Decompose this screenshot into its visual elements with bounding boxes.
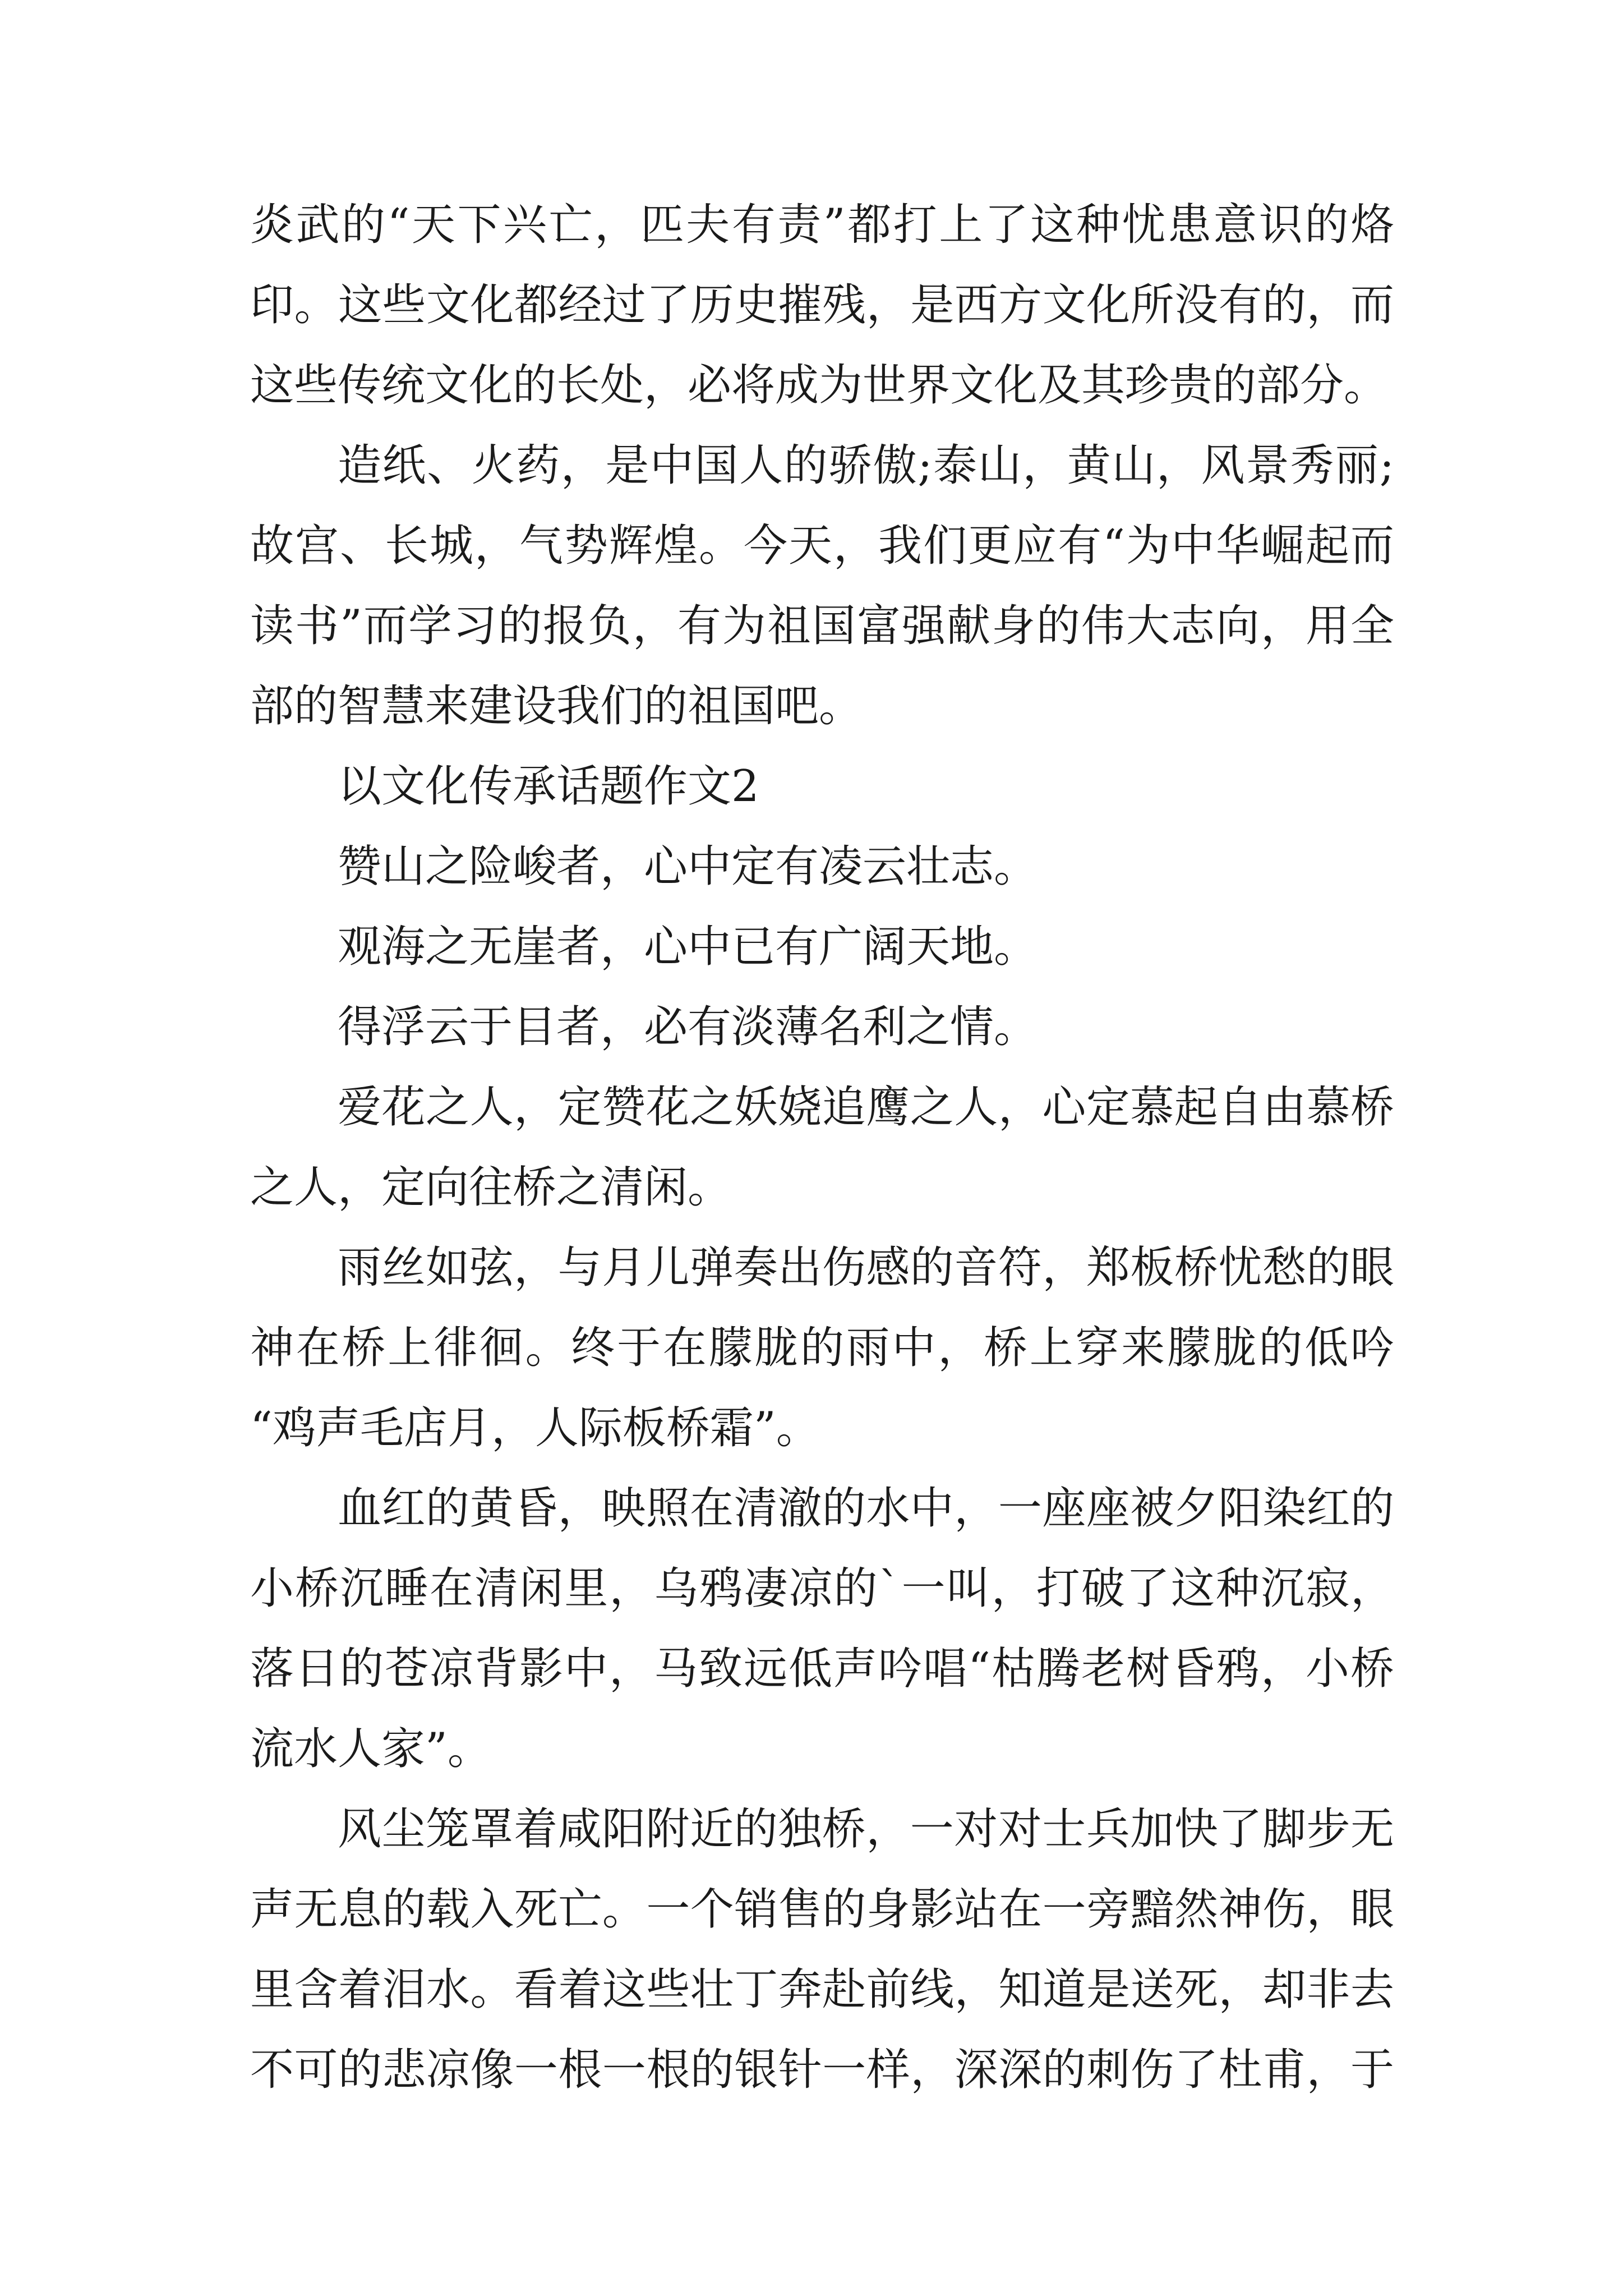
text-line: “鸡声毛店月，人际板桥霜”。 [250,1403,820,1453]
text-line: 不可的悲凉像一根一根的银针一样，深深的刺伤了杜甫，于 [250,2045,1394,2095]
text-line: 血红的黄昏，映照在清澈的水中，一座座被夕阳染红的 [338,1483,1394,1534]
text-line: 得浮云于目者，必有淡薄名利之情。 [338,1002,1038,1052]
body-text [250,185,1394,2110]
text-line: 读书”而学习的报负，有为祖国富强献身的伟大志向，用全 [250,601,1394,651]
text-line: 造纸、火药，是中国人的骄傲;泰山，黄山，风景秀丽; [338,440,1394,491]
text-line: 雨丝如弦，与月儿弹奏出伤感的音符，郑板桥忧愁的眼 [338,1243,1394,1293]
text-line: 神在桥上徘徊。终于在朦胧的雨中，桥上穿来朦胧的低吟 [250,1323,1394,1373]
text-line: 观海之无崖者，心中已有广阔天地。 [338,922,1038,972]
text-line: 流水人家”。 [250,1724,491,1774]
text-line: 以文化传承话题作文2 [338,761,759,812]
text-line: 这些传统文化的长处，必将成为世界文化及其珍贵的部分。 [250,360,1388,411]
text-line: 赞山之险峻者，心中定有凌云壮志。 [338,841,1038,892]
text-line: 声无息的载入死亡。一个销售的身影站在一旁黯然神伤，眼 [250,1884,1394,1935]
text-line: 小桥沉睡在清闲里，乌鸦凄凉的`一叫，打破了这种沉寂， [250,1563,1394,1614]
text-line: 落日的苍凉背影中，马致远低声吟唱“枯腾老树昏鸦，小桥 [250,1644,1394,1694]
text-line: 部的智慧来建设我们的祖国吧。 [250,681,863,731]
text-line: 之人，定向往桥之清闲。 [250,1162,732,1213]
text-line: 故宫、长城，气势辉煌。今天，我们更应有“为中华崛起而 [250,521,1394,571]
text-line: 里含着泪水。看着这些壮丁奔赴前线，知道是送死，却非去 [250,1964,1394,2015]
text-line: 印。这些文化都经过了历史摧残，是西方文化所没有的，而 [250,280,1394,330]
text-line: 爱花之人，定赞花之妖娆追鹰之人，心定慕起自由慕桥 [338,1082,1394,1133]
text-line: 风尘笼罩着咸阳附近的独桥，一对对士兵加快了脚步无 [338,1804,1394,1855]
text-line: 炎武的“天下兴亡，匹夫有责”都打上了这种忧患意识的烙 [250,200,1394,250]
